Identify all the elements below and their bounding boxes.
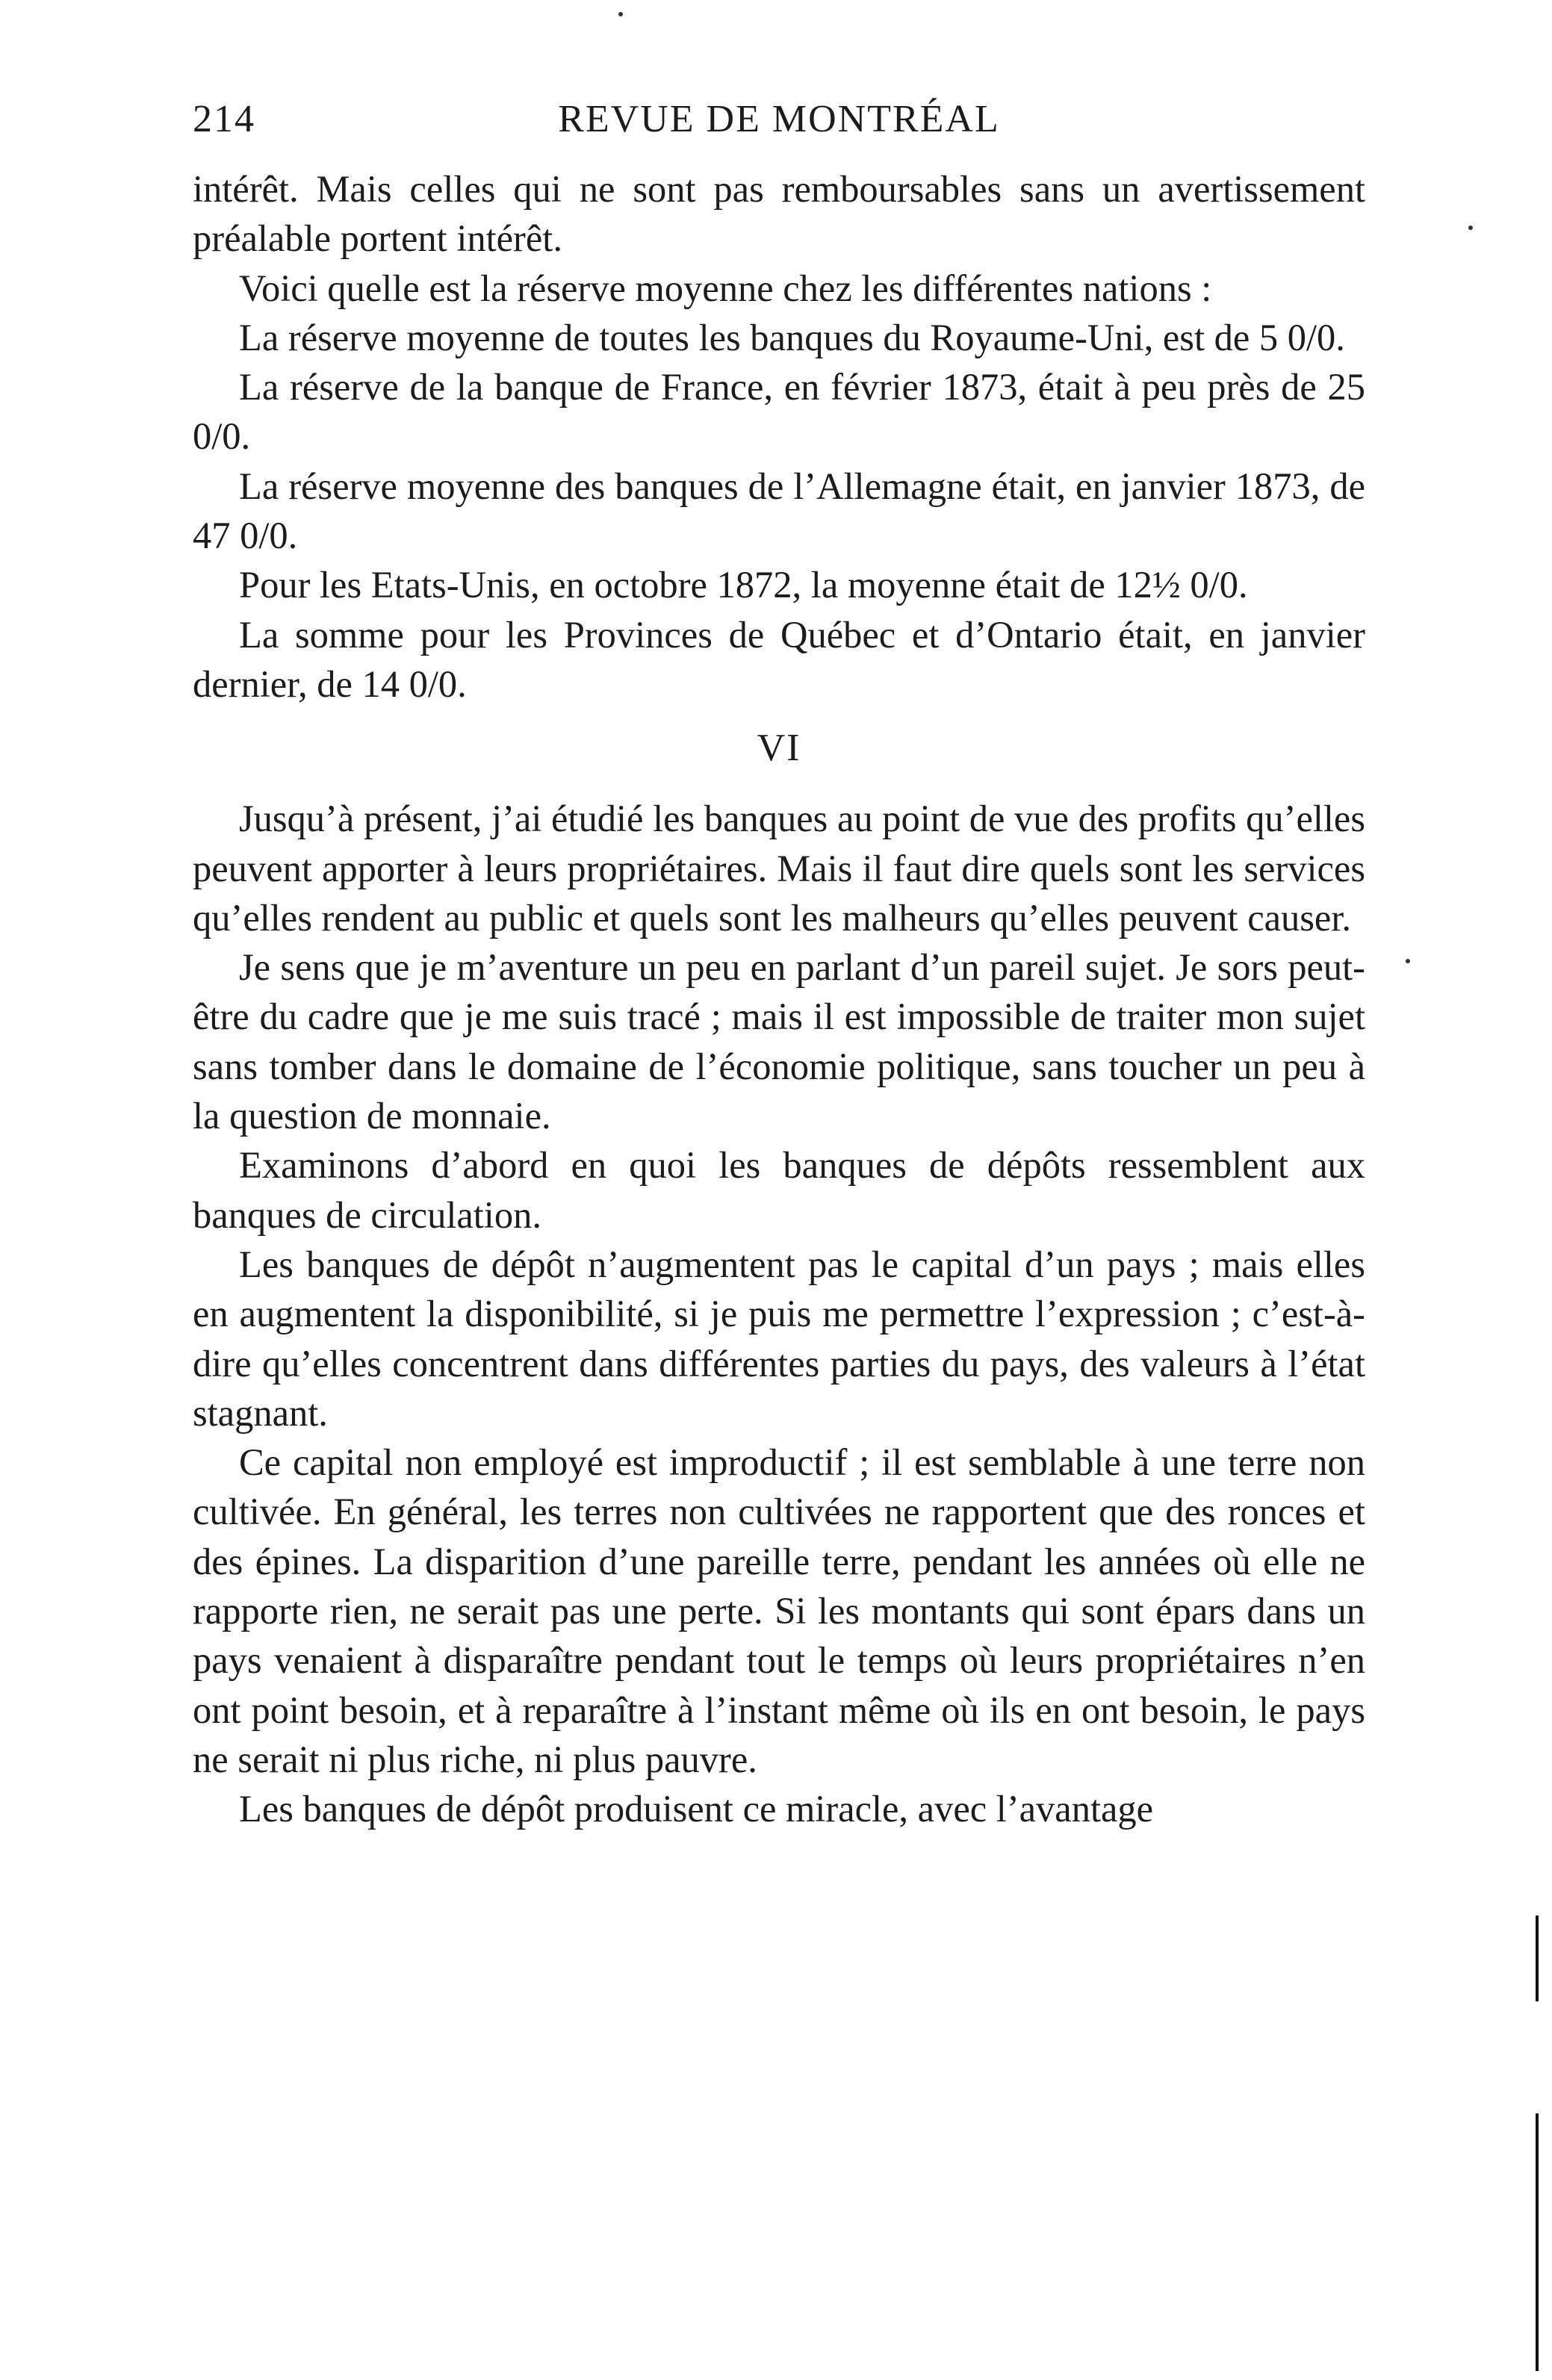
paragraph: La réserve de la banque de France, en février 1873, était à peu près de 25 0/0. [193,366,1365,458]
paragraph: intérêt. Mais celles qui ne sont pas remboursables sans un avertissement préalable portent intérêt. [193,168,1365,260]
section-heading: VI [757,727,801,770]
paragraph: Les banques de dépôt n’augmentent pas le capital d’un pays ; mais elles en augmentent la disponibilité, si je puis me permettre l’expression ; c’est-à-dire qu’elles concentrent dans différentes parties du pays, des valeurs à l’état stagnant. [193,1243,1365,1434]
paragraph: Ce capital non employé est improductif ; il est semblable à une terre non cultivée. En général, les terres non cultivées ne rapportent que des ronces et des épines. La disparition d’une pareille terre, pendant les années où elle ne rapporte rien, ne serait pas une perte. Si les montants qui sont épars dans un pays venaient à disparaître pendant tout le temps où leurs propriétaires n’en ont point besoin, et à reparaître à l’instant même où ils en ont besoin, le pays ne serait ni plus riche, ni plus pauvre. [193,1441,1365,1780]
paragraph: Pour les Etats-Unis, en octobre 1872, la moyenne était de 12½ 0/0. [239,564,1248,606]
print-speck [1468,226,1473,230]
paragraph: Examinons d’abord en quoi les banques de dépôts ressemblent aux banques de circulation. [193,1144,1365,1236]
paragraph: La réserve moyenne de toutes les banques du Royaume-Uni, est de 5 0/0. [239,316,1345,358]
running-head [193,97,1365,157]
paragraph: La somme pour les Provinces de Québec et d’Ontario était, en janvier dernier, de 14 0/0. [193,613,1365,705]
page-number: 214 [193,98,255,140]
body-text [193,164,1365,1834]
print-speck [618,12,623,16]
print-speck [1406,959,1410,963]
margin-rule [1536,1916,1539,2001]
paragraph: Les banques de dépôt produisent ce miracle, avec l’avantage [239,1788,1154,1830]
paragraph: La réserve moyenne des banques de l’Allemagne était, en janvier 1873, de 47 0/0. [193,464,1365,557]
margin-rule [1536,2113,1539,2371]
paragraph: Voici quelle est la réserve moyenne chez les différentes nations : [239,267,1212,309]
journal-title: REVUE DE MONTRÉAL [558,98,1000,140]
paragraph: Jusqu’à présent, j’ai étudié les banques au point de vue des profits qu’elles peuvent apporter à leurs propriétaires. Mais il faut dire quels sont les services qu’elles rendent au public et quels sont les malheurs qu’elles peuvent causer. [193,798,1365,939]
paragraph: Je sens que je m’aventure un peu en parlant d’un pareil sujet. Je sors peut-être du cadre que je me suis tracé ; mais il est impossible de traiter mon sujet sans tomber dans le domaine de l’économie politique, sans toucher un peu à la question de monnaie. [193,946,1365,1137]
book-page [193,97,1365,1834]
